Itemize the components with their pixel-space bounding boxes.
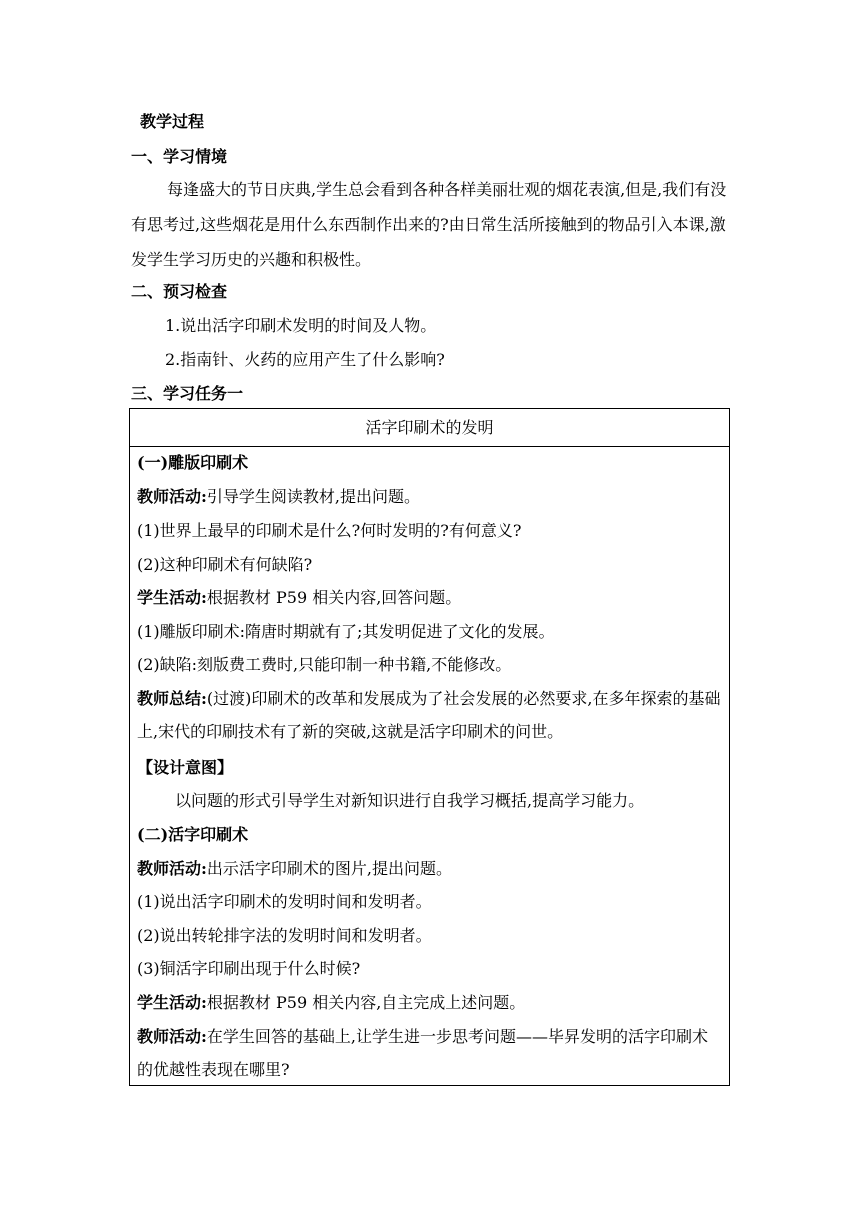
teacher-activity-text: 出示活字印刷术的图片,提出问题。 xyxy=(206,859,453,878)
teacher-activity-1 xyxy=(137,487,420,507)
part2-heading: (二)活字印刷术 xyxy=(137,825,249,844)
question-3: (1)说出活字印刷术的发明时间和发明者。 xyxy=(137,892,432,911)
design-intent-label: 【设计意图】 xyxy=(137,758,234,777)
student-activity-1 xyxy=(137,588,461,608)
teacher-activity-2 xyxy=(137,859,452,879)
section-heading-3: 三、学习任务一 xyxy=(131,384,244,403)
section-1-paragraph: 每逢盛大的节日庆典,学生总会看到各种各样美丽壮观的烟花表演,但是,我们有没有思考过,这些烟花是用什么东西制作出来的?由日常生活所接触到的物品引入本课,激发学生学习历史的兴趣和积极性。 xyxy=(131,180,727,269)
design-intent-text: 以问题的形式引导学生对新知识进行自我学习概括,提高学习能力。 xyxy=(175,791,645,810)
student-activity-text: 根据教材 P59 相关内容,自主完成上述问题。 xyxy=(206,993,526,1012)
section-heading-2: 二、预习检查 xyxy=(131,282,228,301)
preview-question-2: 2.指南针、火药的应用产生了什么影响? xyxy=(165,350,445,369)
teacher-activity-label: 教师活动: xyxy=(137,859,207,878)
teacher-activity-label: 教师活动: xyxy=(137,1027,207,1046)
teacher-summary-label: 教师总结: xyxy=(137,689,207,708)
question-4: (2)说出转轮排字法的发明时间和发明者。 xyxy=(137,926,432,945)
student-activity-2 xyxy=(137,993,525,1013)
table-title: 活字印刷术的发明 xyxy=(130,409,729,447)
preview-question-1: 1.说出活字印刷术发明的时间及人物。 xyxy=(165,316,437,335)
teacher-activity-label: 教师活动: xyxy=(137,487,207,506)
answer-2: (2)缺陷:刻版费工费时,只能印制一种书籍,不能修改。 xyxy=(137,655,512,674)
section-heading-1: 一、学习情境 xyxy=(131,147,228,166)
part1-heading: (一)雕版印刷术 xyxy=(137,453,249,472)
question-1: (1)世界上最早的印刷术是什么?何时发明的?有何意义? xyxy=(137,521,522,540)
teacher-activity-text: 引导学生阅读教材,提出问题。 xyxy=(206,487,421,506)
student-activity-text: 根据教材 P59 相关内容,回答问题。 xyxy=(206,588,462,607)
teacher-summary xyxy=(137,682,722,748)
teacher-activity-3 xyxy=(137,1020,722,1086)
answer-1: (1)雕版印刷术:隋唐时期就有了;其发明促进了文化的发展。 xyxy=(137,622,555,641)
question-2: (2)这种印刷术有何缺陷? xyxy=(137,555,313,574)
task-table xyxy=(129,408,730,1086)
teacher-activity-text: 在学生回答的基础上,让学生进一步思考问题——毕昇发明的活字印刷术的优越性表现在哪里? xyxy=(137,1027,709,1079)
page-title: 教学过程 xyxy=(140,112,205,131)
student-activity-label: 学生活动: xyxy=(137,588,207,607)
teacher-summary-text: (过渡)印刷术的改革和发展成为了社会发展的必然要求,在多年探索的基础上,宋代的印刷技术有了新的突破,这就是活字印刷术的问世。 xyxy=(137,689,721,741)
question-5: (3)铜活字印刷出现于什么时候? xyxy=(137,959,361,978)
student-activity-label: 学生活动: xyxy=(137,993,207,1012)
